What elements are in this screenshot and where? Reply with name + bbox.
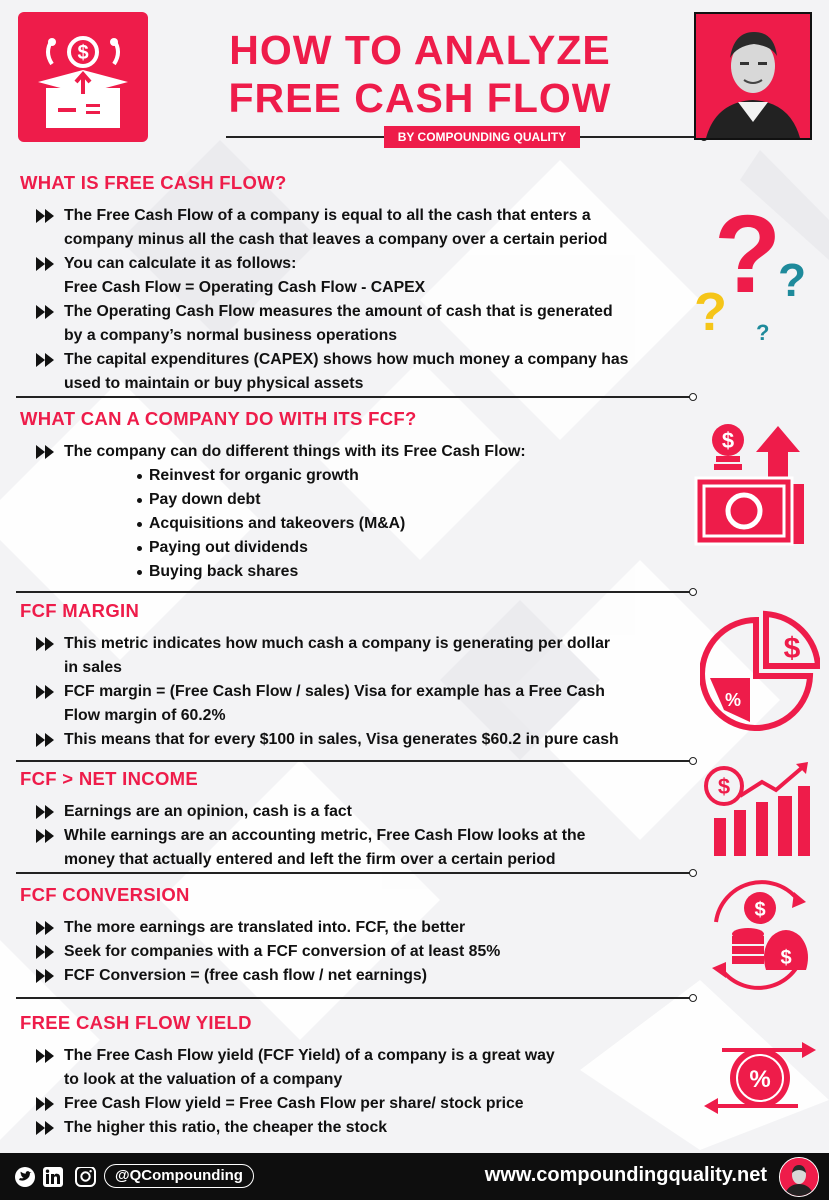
cash-box-logo-icon (18, 12, 148, 142)
byline-badge: BY COMPOUNDING QUALITY (384, 126, 580, 148)
double-arrow-icon (36, 1121, 56, 1135)
section-title: WHAT IS FREE CASH FLOW? (20, 172, 287, 193)
section-title: FCF MARGIN (20, 600, 140, 621)
svg-text:?: ? (756, 320, 770, 345)
sub-item-text: Reinvest for organic growth (149, 467, 359, 484)
double-arrow-icon (36, 805, 56, 819)
section-title: WHAT CAN A COMPANY DO WITH ITS FCF? (20, 408, 417, 429)
sub-item-text: Pay down debt (149, 491, 261, 508)
section-divider (16, 997, 692, 999)
bullet-text: The company can do different things with its Free Cash Flow: (64, 443, 526, 460)
title-line-2: FREE CASH FLOW (228, 75, 612, 121)
double-arrow-icon (36, 733, 56, 747)
bullet-text: in sales (64, 659, 122, 676)
website-link[interactable]: www.compoundingquality.net (484, 1164, 767, 1186)
footer-bar (0, 1153, 829, 1200)
section-title: FCF CONVERSION (20, 884, 190, 905)
page-title (160, 26, 680, 122)
double-arrow-icon (36, 353, 56, 367)
double-arrow-icon (36, 257, 56, 271)
section-fcf-conversion (22, 884, 500, 988)
bullet-text: Free Cash Flow yield = Free Cash Flow per share/ stock price (64, 1095, 524, 1112)
section-title: FREE CASH FLOW YIELD (20, 1012, 252, 1033)
icon-label: % (724, 690, 742, 710)
double-arrow-icon (36, 1049, 56, 1063)
list-item (22, 348, 628, 396)
list-item (22, 252, 628, 300)
bullet-text: Seek for companies with a FCF conversion of at least 85% (64, 943, 501, 960)
linkedin-icon[interactable] (42, 1167, 64, 1187)
sub-list-item (22, 512, 526, 536)
svg-text:?: ? (778, 254, 807, 306)
double-arrow-icon (36, 209, 56, 223)
list-item (22, 728, 619, 752)
list-item (22, 300, 628, 348)
list-item (22, 440, 526, 464)
sub-list-item (22, 464, 526, 488)
bullet-text: The capital expenditures (CAPEX) shows how much money a company has (64, 351, 629, 368)
bullet-text: money that actually entered and left the firm over a certain period (64, 851, 556, 868)
list-item (22, 964, 500, 988)
percent-cycle-icon (702, 1030, 818, 1124)
svg-text:?: ? (694, 282, 727, 342)
bullet-text: company minus all the cash that leaves a company over a certain period (64, 231, 608, 248)
list-item (22, 1116, 555, 1140)
list-item (22, 916, 500, 940)
double-arrow-icon (36, 945, 56, 959)
bullet-text: The Free Cash Flow yield (FCF Yield) of a company is a great way (64, 1047, 555, 1064)
bullet-text: The Free Cash Flow of a company is equal to all the cash that enters a (64, 207, 591, 224)
coins-conversion-icon (702, 878, 818, 990)
bullet-text: While earnings are an accounting metric, Free Cash Flow looks at the (64, 827, 586, 844)
list-item (22, 204, 628, 252)
bullet-text: This metric indicates how much cash a company is generating per dollar (64, 635, 611, 652)
icon-label: $ (754, 899, 766, 921)
bullet-text: by a company’s normal business operations (64, 327, 397, 344)
section-what-is-fcf (22, 172, 628, 396)
bullet-text: Earnings are an opinion, cash is a fact (64, 803, 352, 820)
section-fcf-yield (22, 1012, 555, 1140)
section-fcf-vs-net-income (22, 768, 585, 872)
social-handle[interactable]: @QCompounding (104, 1164, 254, 1188)
bullet-text: The higher this ratio, the cheaper the stock (64, 1119, 388, 1136)
double-arrow-icon (36, 685, 56, 699)
svg-text:$: $ (721, 428, 735, 453)
title-line-1: HOW TO ANALYZE (229, 27, 611, 73)
list-item (22, 1092, 555, 1116)
bullet-text: to look at the valuation of a company (64, 1071, 343, 1088)
sub-item-text: Buying back shares (149, 563, 299, 580)
svg-text:$: $ (77, 42, 89, 64)
double-arrow-icon (36, 921, 56, 935)
icon-label: $ (717, 774, 731, 799)
list-item (22, 824, 585, 872)
bullet-text: The Operating Cash Flow measures the amount of cash that is generated (64, 303, 613, 320)
sub-list-item (22, 536, 526, 560)
bullet-text: Free Cash Flow = Operating Cash Flow - CAPEX (64, 279, 426, 296)
icon-label: $ (780, 947, 792, 969)
bullet-text: FCF margin = (Free Cash Flow / sales) Visa for example has a Free Cash (64, 683, 605, 700)
double-arrow-icon (36, 969, 56, 983)
sub-list-item (22, 488, 526, 512)
sub-item-text: Acquisitions and takeovers (M&A) (149, 515, 406, 532)
double-arrow-icon (36, 445, 56, 459)
list-item (22, 632, 619, 680)
icon-label: % (749, 1066, 771, 1093)
bullet-text: FCF Conversion = (free cash flow / net earnings) (64, 967, 427, 984)
bullet-text: The more earnings are translated into. FCF, the better (64, 919, 466, 936)
author-photo (694, 12, 812, 140)
section-divider (16, 872, 692, 874)
double-arrow-icon (36, 829, 56, 843)
section-divider (16, 591, 692, 593)
footer-avatar (779, 1157, 819, 1197)
list-item (22, 680, 619, 728)
sub-list-item (22, 560, 526, 584)
icon-label: $ (783, 632, 801, 665)
bullet-text: Flow margin of 60.2% (64, 707, 226, 724)
list-item (22, 1044, 555, 1092)
sub-item-text: Paying out dividends (149, 539, 308, 556)
bar-growth-icon (700, 760, 812, 860)
twitter-icon[interactable] (14, 1167, 36, 1187)
section-title: FCF > NET INCOME (20, 768, 198, 789)
double-arrow-icon (36, 305, 56, 319)
section-divider (16, 760, 692, 762)
section-divider (16, 396, 692, 398)
list-item (22, 940, 500, 964)
money-growth-icon (694, 418, 814, 553)
pie-chart-icon (700, 610, 820, 738)
bullet-text: This means that for every $100 in sales, Visa generates $60.2 in pure cash (64, 731, 619, 748)
double-arrow-icon (36, 637, 56, 651)
bullet-text: used to maintain or buy physical assets (64, 375, 364, 392)
question-marks-icon (694, 192, 819, 347)
bullet-text: You can calculate it as follows: (64, 255, 297, 272)
section-what-can-company-do (22, 408, 526, 584)
section-fcf-margin (22, 600, 619, 752)
svg-text:?: ? (714, 193, 782, 316)
double-arrow-icon (36, 1097, 56, 1111)
list-item (22, 800, 585, 824)
instagram-icon[interactable] (74, 1167, 96, 1187)
